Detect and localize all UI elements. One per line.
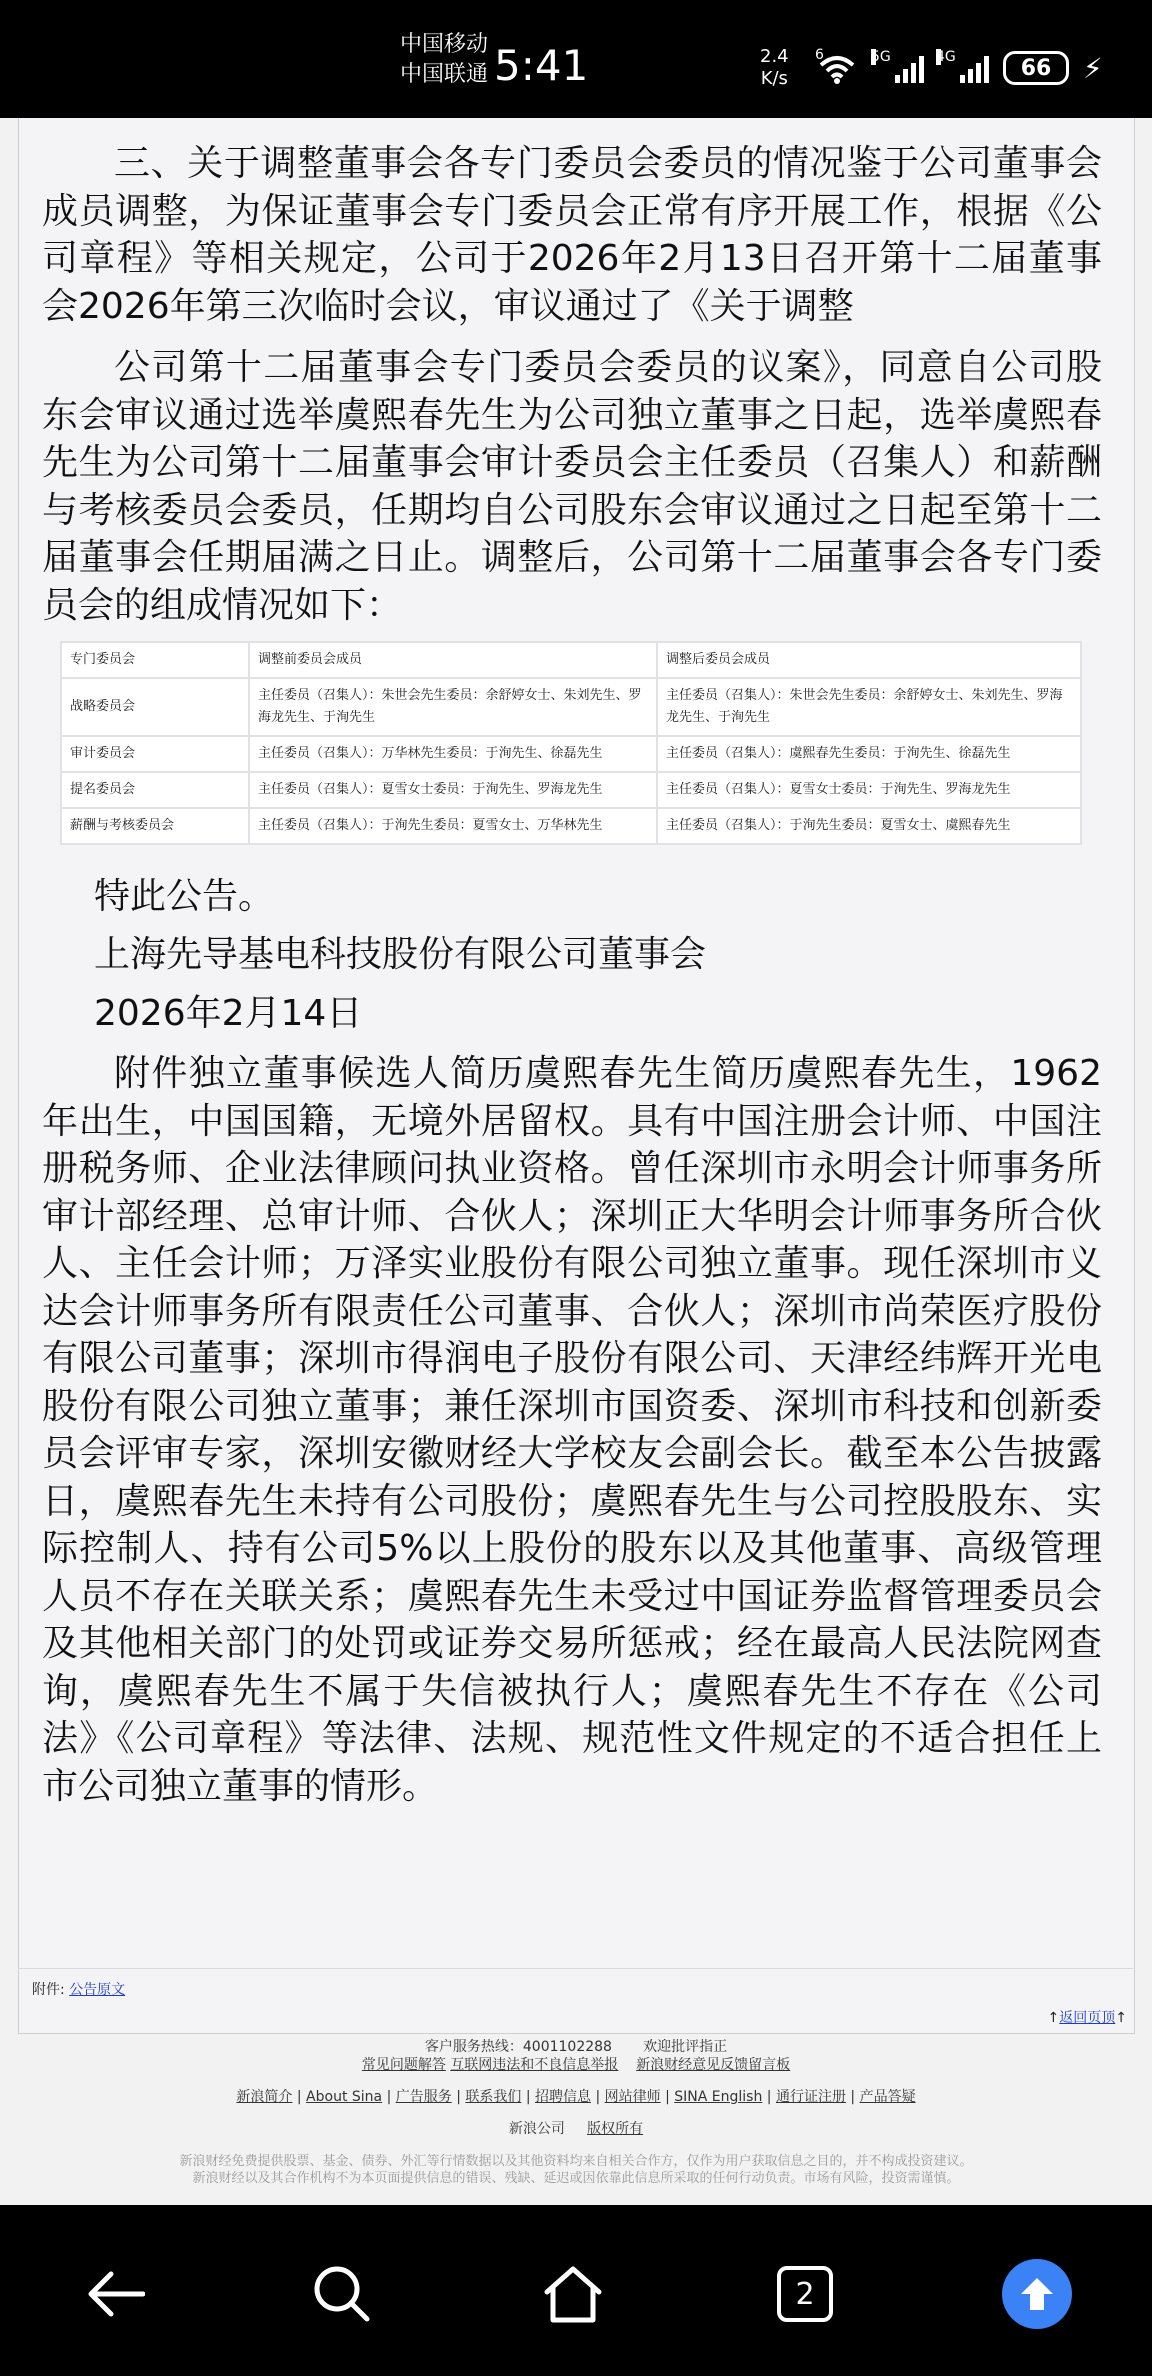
paragraph-candidate-resume: 附件独立董事候选人简历虞熙春先生简历虞熙春先生，1962年出生，中国国籍，无境外居留权。具有中国注册会计师、中国注册税务师、企业法律顾问执业资格。曾任深圳市永明会计师事务所审计部经理、总审计师、合伙人；深圳正大华明会计师事务所合伙人、主任会计师；万泽实业股份有限公司独立董事。现任深圳市义达会计师事务所有限责任公司董事、合伙人；深圳市尚荣医疗股份有限公司董事；深圳市得润电子股份有限公司、天津经纬辉开光电股份有限公司独立董事；兼任深圳市国资委、深圳市科技和创新委员会评审专家，深圳安徽财经大学校友会副会长。截至本公告披露日，虞熙春先生未持有公司股份；虞熙春先生与公司控股股东、实际控制人、持有公司5%以上股份的股东以及其他董事、高级管理人员不存在关联关系；虞熙春先生未受过中国证券监督管理委员会及其他相关部门的处罚或证券交易所惩戒；经在最高人民法院网查询，虞熙春先生不属于失信被执行人；虞熙春先生不存在《公司法》《公司章程》等法律、法规、规范性文件规定的不适合担任上市公司独立董事的情形。 xyxy=(42,1053,1102,1807)
table-row xyxy=(61,678,1081,736)
footer-link[interactable]: 新浪简介 xyxy=(236,2089,293,2105)
table-cell: 主任委员（召集人）：于洵先生委员：夏雪女士、虞熙春先生 xyxy=(657,808,1081,844)
paragraph-committee-adjustment: 三、关于调整董事会各专门委员会委员的情况鉴于公司董事会成员调整，为保证董事会专门委员会正常有序开展工作，根据《公司章程》等相关规定，公司于2026年2月13日召开第十二届董事会2026年第三次临时会议，审议通过了《关于调整 xyxy=(42,143,1102,327)
table-cell: 主任委员（召集人）：朱世会先生委员：余舒婷女士、朱刘先生、罗海龙先生、于洵先生 xyxy=(657,678,1081,736)
back-arrow-icon: ↑ xyxy=(1047,2010,1060,2026)
footer-link[interactable]: 招聘信息 xyxy=(535,2089,591,2105)
table-row xyxy=(61,772,1081,808)
back-arrow-icon xyxy=(85,2269,145,2319)
home-button[interactable] xyxy=(528,2249,618,2339)
table-cell: 主任委员（召集人）：万华林先生委员：于洵先生、徐磊先生 xyxy=(249,736,657,772)
signal-4g-icon xyxy=(936,49,989,83)
feedback-link[interactable]: 新浪财经意见反馈留言板 xyxy=(636,2057,791,2073)
copyright-link[interactable]: 版权所有 xyxy=(587,2121,644,2137)
table-cell: 主任委员（召集人）：朱世会先生委员：余舒婷女士、朱刘先生、罗海龙先生、于洵先生 xyxy=(249,678,657,736)
announcement-date: 2026年2月14日 xyxy=(94,993,363,1034)
network-speed xyxy=(760,46,789,90)
signal-5g-icon xyxy=(871,49,924,83)
footer-link[interactable]: About Sina xyxy=(306,2089,383,2105)
signal-4g-label: 4G xyxy=(936,49,956,65)
clock: 5:41 xyxy=(494,41,589,90)
company-signature: 上海先导基电科技股份有限公司董事会 xyxy=(94,934,707,975)
table-cell: 主任委员（召集人）：夏雪女士委员：于洵先生、罗海龙先生 xyxy=(249,772,657,808)
battery-level: 66 xyxy=(1020,55,1052,81)
back-arrow-icon: ↑ xyxy=(1115,2010,1127,2026)
table-cell: 薪酬与考核委员会 xyxy=(61,808,249,844)
back-to-top xyxy=(1048,2007,1127,2027)
navigation-bar xyxy=(0,2205,1152,2376)
table-row xyxy=(61,736,1081,772)
committee-table xyxy=(60,641,1082,845)
attachment-label: 附件: xyxy=(32,1982,65,1998)
table-cell: 战略委员会 xyxy=(61,678,249,736)
wifi-label: 6 xyxy=(815,47,824,63)
footer-link[interactable]: 通行证注册 xyxy=(775,2089,846,2105)
speed-unit: K/s xyxy=(760,68,788,89)
search-button[interactable] xyxy=(297,2249,387,2339)
tabs-icon xyxy=(777,2266,833,2322)
back-button[interactable] xyxy=(70,2249,160,2339)
signal-5g-label: 5G xyxy=(871,49,891,65)
table-cell: 审计委员会 xyxy=(61,736,249,772)
battery-icon xyxy=(1003,51,1069,85)
speed-value: 2.4 xyxy=(760,46,789,67)
report-link[interactable]: 互联网违法和不良信息举报 xyxy=(450,2057,619,2073)
table-cell: 主任委员（召集人）：虞熙春先生委员：于洵先生、徐磊先生 xyxy=(657,736,1081,772)
table-header-row xyxy=(61,642,1081,678)
faq-link[interactable]: 常见问题解答 xyxy=(361,2057,446,2073)
footer-link[interactable]: 广告服务 xyxy=(395,2089,452,2105)
table-header: 调整前委员会成员 xyxy=(249,642,657,678)
article-body xyxy=(42,140,1102,629)
footer-link[interactable]: 产品答疑 xyxy=(859,2089,916,2105)
footer-link[interactable]: 网站律师 xyxy=(604,2089,661,2105)
disclaimer-1: 新浪财经免费提供股票、基金、债券、外汇等行情数据以及其他资料均来自相关合作方，仅作为用户获取信息之目的，并不构成投资建议。 xyxy=(179,2154,973,2169)
paragraph-committee-proposal: 公司第十二届董事会专门委员会委员的议案》，同意自公司股东会审议通过选举虞熙春先生为公司独立董事之日起，选举虞熙春先生为公司第十二届董事会审计委员会主任委员（召集人）和薪酬与考核委员会委员，任期均自公司股东会审议通过之日起至第十二届董事会任期届满之日止。调整后，公司第十二届董事会各专门委员会的组成情况如下： xyxy=(42,347,1102,626)
table-header: 调整后委员会成员 xyxy=(657,642,1081,678)
charging-icon: ⚡ xyxy=(1083,51,1103,85)
footer-link[interactable]: 联系我们 xyxy=(465,2089,522,2105)
tabs-count: 2 xyxy=(795,2276,815,2312)
closing-text: 特此公告。 xyxy=(94,876,275,917)
status-bar xyxy=(0,0,1152,118)
company-name: 新浪公司 xyxy=(508,2121,565,2137)
table-cell: 提名委员会 xyxy=(61,772,249,808)
home-icon xyxy=(541,2264,605,2324)
welcome-text: 欢迎批评指正 xyxy=(643,2039,728,2055)
disclaimer-2: 新浪财经以及其合作机构不为本页面提供信息的错误、残缺、延迟或因依靠此信息所采取的任何行动负责。市场有风险，投资需谨慎。 xyxy=(192,2171,960,2186)
footer-link[interactable]: SINA English xyxy=(674,2089,763,2105)
hotline-text: 客户服务热线：4001102288 xyxy=(424,2039,612,2055)
carrier-1: 中国移动 xyxy=(400,32,489,57)
table-header: 专门委员会 xyxy=(61,642,249,678)
search-icon xyxy=(312,2264,372,2324)
carrier-2: 中国联通 xyxy=(400,62,489,87)
table-cell: 主任委员（召集人）：夏雪女士委员：于洵先生、罗海龙先生 xyxy=(657,772,1081,808)
table-cell: 主任委员（召集人）：于洵先生委员：夏雪女士、万华林先生 xyxy=(249,808,657,844)
carrier-names xyxy=(400,30,488,90)
article-appendix xyxy=(42,1050,1102,1810)
arrow-up-icon xyxy=(1002,2259,1072,2329)
table-row xyxy=(61,808,1081,844)
system-icons xyxy=(815,46,1103,90)
wifi-icon xyxy=(815,47,859,85)
back-to-top-link[interactable]: 返回页顶 xyxy=(1059,2010,1116,2026)
original-announcement-link[interactable]: 公告原文 xyxy=(69,1982,126,1998)
tabs-button[interactable] xyxy=(760,2249,850,2339)
attachment-bar xyxy=(18,1968,1133,2033)
footer-links: 新浪简介 | About Sina | 广告服务 | 联系我们 | 招聘信息 | 网站律师 | SINA English | 通行证注册 | 产品答疑 xyxy=(236,2089,916,2105)
scroll-top-button[interactable] xyxy=(992,2249,1082,2339)
